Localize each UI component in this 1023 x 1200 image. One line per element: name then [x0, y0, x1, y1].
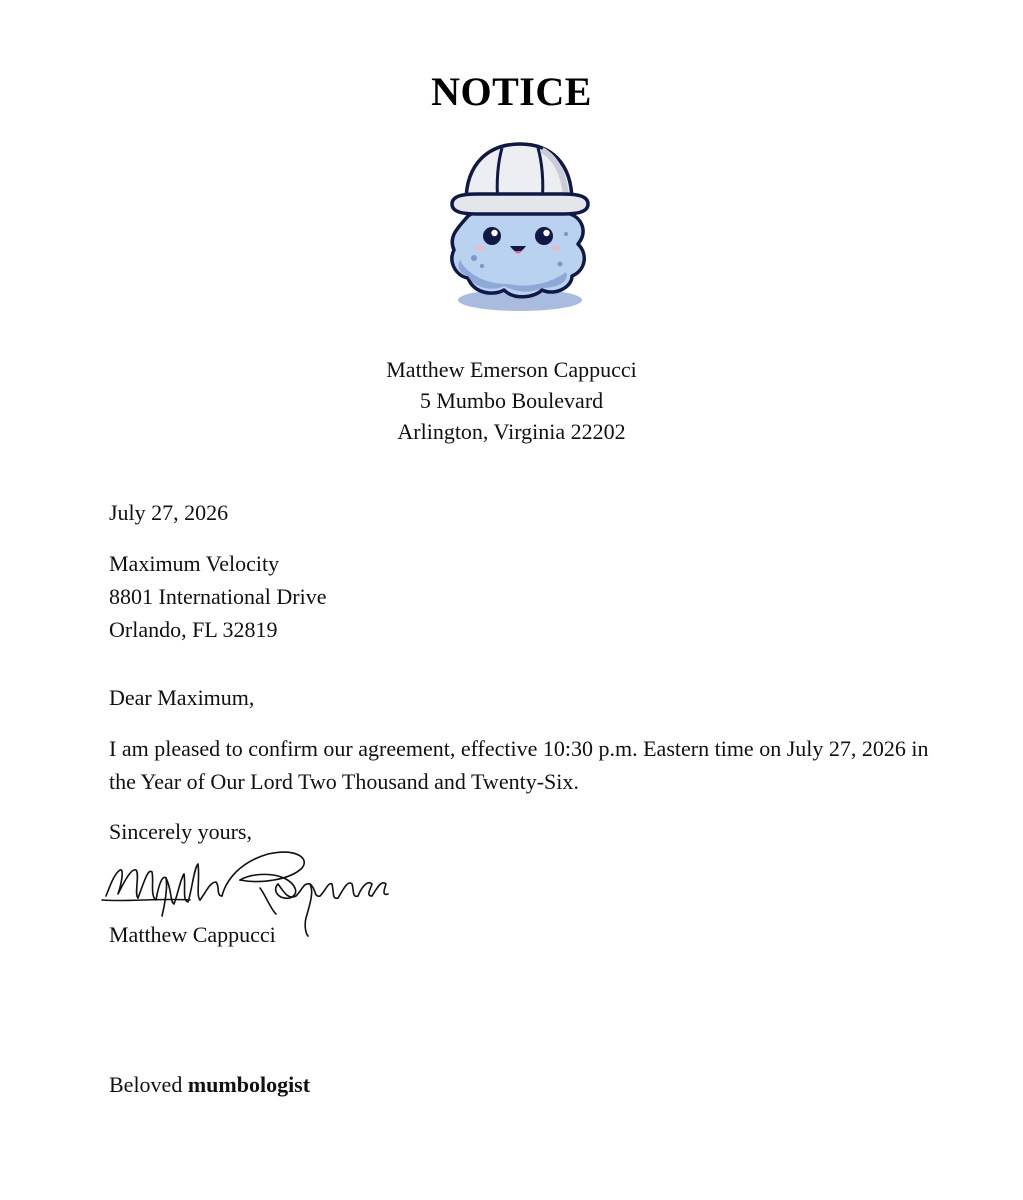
recipient-city: Orlando, FL 32819: [109, 617, 278, 642]
footer-brand: mumbologist: [187, 1072, 311, 1097]
sender-address: [0, 354, 1023, 447]
sender-city: Arlington, Virginia 22202: [397, 419, 626, 444]
closing: Sincerely yours,: [109, 819, 252, 844]
sender-name: Matthew Emerson Cappucci: [386, 357, 637, 382]
footer-prefix: Beloved: [109, 1072, 183, 1097]
salutation: Dear Maximum,: [109, 685, 255, 710]
recipient-street: 8801 International Drive: [109, 584, 327, 609]
letter-body: I am pleased to confirm our agreement, effective 10:30 p.m. Eastern time on July 27, 2026 in the Year of Our Lord Two Thousand and Twenty-Six.: [109, 736, 929, 794]
recipient-address: [109, 547, 327, 646]
recipient-name: Maximum Velocity: [109, 551, 280, 576]
signer-name: Matthew Cappucci: [109, 922, 276, 947]
page-title: NOTICE: [431, 69, 592, 114]
sender-street: 5 Mumbo Boulevard: [419, 388, 604, 413]
letter-date: July 27, 2026: [109, 500, 229, 525]
footer-tagline: [109, 1068, 310, 1101]
rock-mascot-with-hard-hat-icon: [438, 138, 598, 316]
